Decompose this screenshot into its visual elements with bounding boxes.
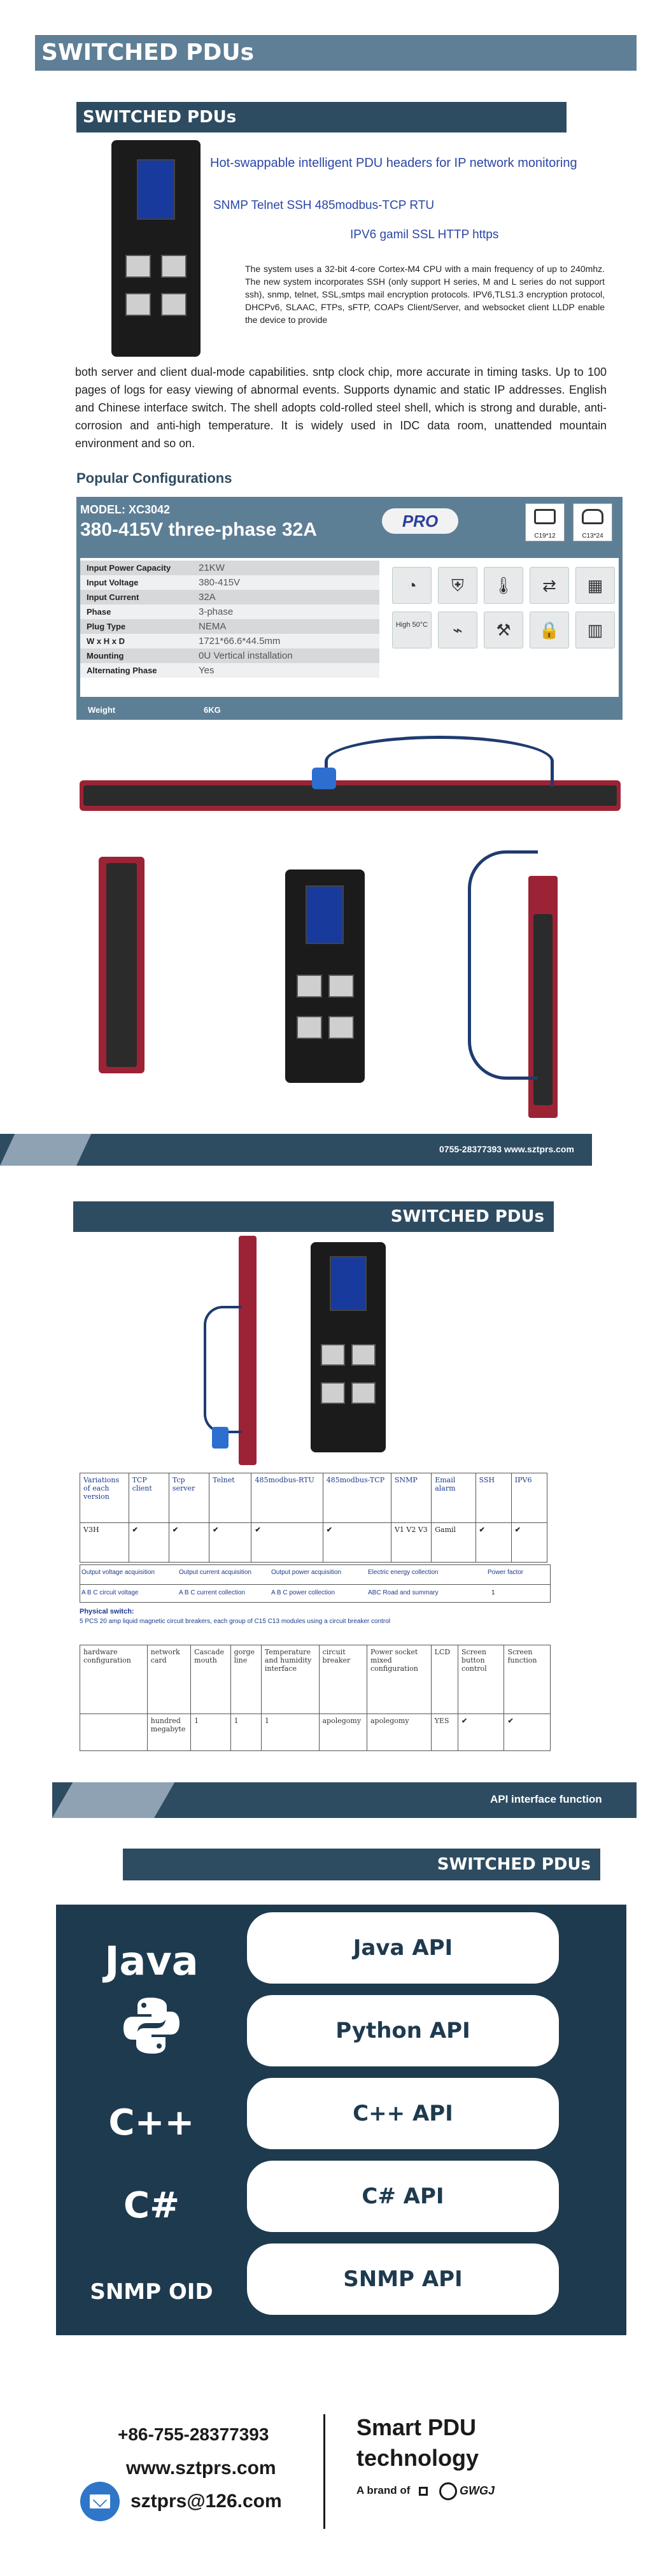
protocols-line-2: IPV6 gamil SSL HTTP https (350, 228, 499, 241)
hardware-table (80, 1645, 551, 1751)
api-bar-accent (52, 1782, 174, 1818)
model-label: MODEL: XC3042 (80, 503, 171, 516)
java-label: Java (104, 1938, 199, 1984)
csharp-label: C# (123, 2185, 180, 2226)
network-icon: ⇄ (530, 567, 569, 604)
table-row: V3H ✔ ✔ ✔ ✔ ✔ V1 V2 V3 Gamil ✔ ✔ (80, 1523, 547, 1563)
python-api-button[interactable]: Python API (247, 1995, 559, 2066)
ethernet-port (321, 1344, 345, 1366)
ethernet-port (351, 1344, 376, 1366)
device-screen (330, 1256, 367, 1311)
email-icon (80, 2482, 120, 2521)
power-plug (212, 1427, 229, 1449)
footer-divider (323, 2414, 325, 2529)
brand-name: GWGJ (460, 2484, 495, 2497)
socket-label: C13*24 (582, 533, 603, 540)
thermometer-icon: 🌡 (484, 567, 523, 604)
snmp-oid-label: SNMP OID (90, 2279, 213, 2305)
section-banner: SWITCHED PDUs (73, 1201, 554, 1232)
contact-bar-accent (0, 1134, 91, 1166)
socket-icon (525, 503, 565, 541)
table-row: hundred megabyte 1 1 1 apolegomy apolegomy YES ✔ ✔ (80, 1714, 551, 1751)
protocols-line-1: SNMP Telnet SSH 485modbus-TCP RTU (213, 199, 435, 212)
ethernet-port (125, 255, 151, 278)
ethernet-port (297, 1016, 322, 1039)
java-api-button[interactable]: Java API (247, 1912, 559, 1984)
physical-switch-title: Physical switch: (80, 1608, 134, 1615)
shield-icon: ⛨ (438, 567, 477, 604)
version-table (80, 1473, 547, 1563)
spec-row: Mounting 0U Vertical installation (80, 648, 379, 663)
footer-email[interactable]: sztprs@126.com (130, 2491, 282, 2512)
footer-phone: +86-755-28377393 (118, 2424, 269, 2444)
contact-bar-text: 0755-28377393 www.sztprs.com (439, 1144, 574, 1154)
spec-table (80, 561, 379, 678)
brand-line-2: technology (356, 2445, 479, 2471)
spec-panel (80, 558, 619, 697)
device-screen (306, 885, 344, 944)
ethernet-port (297, 975, 322, 998)
popular-heading: Popular Configurations (76, 470, 232, 486)
page-title: SWITCHED PDUs (35, 35, 637, 71)
snmp-api-button[interactable]: SNMP API (247, 2243, 559, 2315)
power-cable (468, 850, 538, 1080)
csharp-api-button[interactable]: C# API (247, 2161, 559, 2232)
high-temp-icon: High 50°C (392, 612, 432, 648)
headline: Hot-swappable intelligent PDU headers for IP network monitoring (210, 156, 577, 170)
bars-icon: ▥ (575, 612, 615, 648)
spec-row: Input Power Capacity 21KW (80, 561, 379, 575)
brand-square-icon (419, 2487, 428, 2496)
power-plug (312, 768, 336, 789)
socket-label: C19*12 (534, 533, 556, 540)
ethernet-port (351, 1382, 376, 1404)
spec-row: Phase 3-phase (80, 605, 379, 619)
spec-row: Input Current 32A (80, 590, 379, 605)
spec-block (76, 497, 623, 720)
ethernet-port (321, 1382, 345, 1404)
description-full: both server and client dual-mode capabilities. sntp clock chip, more accurate in timing tasks. Up to 100 pages of logs for easy viewing of abnormal events. Supports dynamic and static IP addresses. English and Chinese interface switch. The shell adopts cold-rolled steel shell, which is strong and durable, anti-corrosion and anti-high temperature. It is widely used in IDC data room, unattended mountain environment and so on. (75, 366, 607, 450)
section-banner: SWITCHED PDUs (76, 102, 567, 132)
physical-switch-desc: 5 PCS 20 amp liquid magnetic circuit breakers, each group of C15 C13 modules using a circuit breaker control (80, 1618, 391, 1625)
product-name: 380-415V three-phase 32A (80, 519, 317, 540)
spec-row: Plug Type NEMA (80, 619, 379, 634)
wrench-icon: ⚒ (484, 612, 523, 648)
cpp-label: C++ (108, 2102, 195, 2143)
table-row: Variations of each version TCP client Tcp server Telnet 485modbus-RTU 485modbus-TCP SNMP Email alarm SSH IPV6 (80, 1473, 547, 1523)
spec-row: Alternating Phase Yes (80, 663, 379, 678)
acquisition-table: Output voltage acquisition Output current acquisition Output power acquisition Electric energy collection Power factor A B C circuit voltage A B C current collection A B C power collection ABC Road and summary 1 (80, 1564, 551, 1603)
section-banner: SWITCHED PDUs (123, 1849, 600, 1880)
ethernet-port (161, 255, 187, 278)
api-bar-text: API interface function (490, 1793, 602, 1805)
pdu-vertical-image (99, 857, 144, 1073)
display-icon: ▦ (575, 567, 615, 604)
power-cable (325, 736, 554, 787)
cpp-api-button[interactable]: C++ API (247, 2078, 559, 2149)
outlet-column (106, 863, 137, 1067)
gauge-icon: ◔ (392, 567, 432, 604)
weight-value: 6KG (204, 705, 221, 715)
pdu-device-image (111, 140, 201, 357)
brand-line-1: Smart PDU (356, 2414, 477, 2440)
brand-of: A brand of (356, 2484, 411, 2496)
python-icon (56, 1994, 247, 2068)
device-screen (137, 159, 175, 220)
weight-label: Weight (88, 705, 116, 715)
ethernet-port (125, 293, 151, 316)
description-right: The system uses a 32-bit 4-core Cortex-M4 CPU with a main frequency of up to 240mhz. The new system incorporates SSH (only support H series, M and L series do not support ssh), snmp, telnet, SSL,smtps mail encryption protocols. IPV6,TLS1.3 encryption protocol, DHCPv6, SLAAC, FTPs, sFTP, COAPs Client/Server, and websocket client LLDP enable the device to provide (245, 264, 605, 325)
ethernet-port (328, 975, 354, 998)
breaker-icon: ⌁ (438, 612, 477, 648)
ethernet-port (328, 1016, 354, 1039)
pdu-controller-image (285, 869, 365, 1083)
brand-logo-icon (439, 2482, 457, 2500)
table-row: hardware configuration network card Cascade mouth gorge line Temperature and humidity interface circuit breaker Power socket mixed configuration LCD Screen button control Screen function (80, 1645, 551, 1714)
lock-icon: 🔒 (530, 612, 569, 648)
pdu-controller-image (311, 1242, 386, 1452)
outlet-row (83, 785, 617, 806)
socket-icon (573, 503, 612, 541)
ethernet-port (161, 293, 187, 316)
power-cable (204, 1306, 242, 1433)
pro-badge: PRO (382, 508, 458, 534)
api-panel (56, 1905, 626, 2335)
spec-row: W x H x D 1721*66.6*44.5mm (80, 634, 379, 648)
footer-web[interactable]: www.sztprs.com (126, 2458, 276, 2479)
spec-row: Input Voltage 380-415V (80, 575, 379, 590)
